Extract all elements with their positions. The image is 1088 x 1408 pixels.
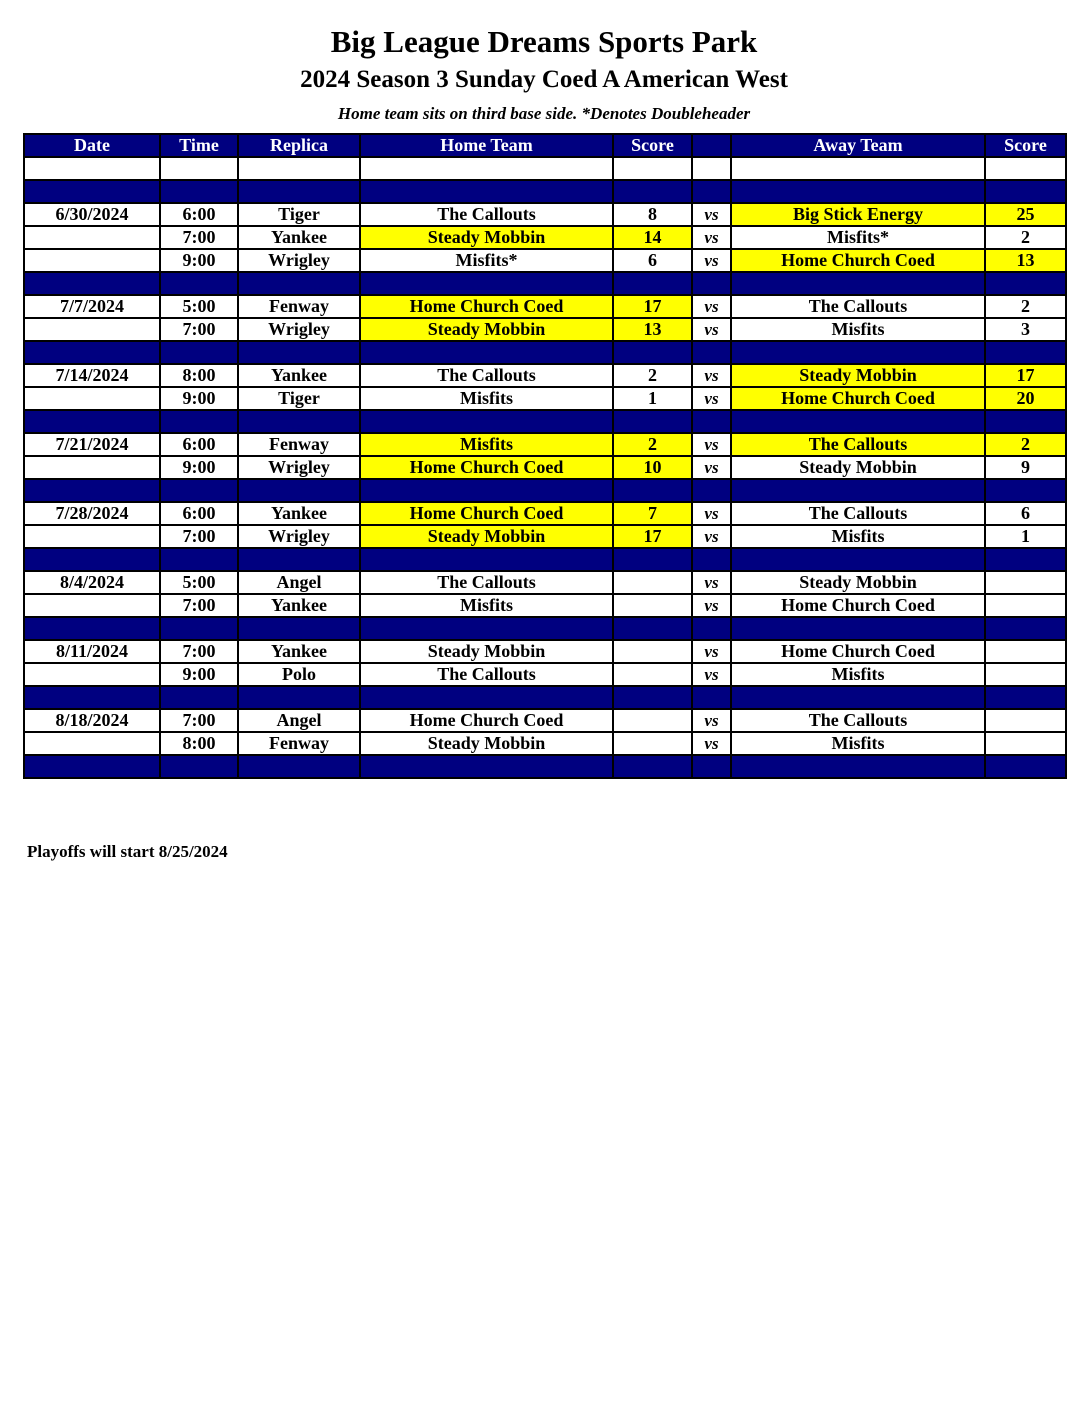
away-team-cell: Misfits [731, 663, 985, 686]
home-team-cell: The Callouts [360, 571, 613, 594]
away-score-cell: 2 [985, 433, 1066, 456]
vs-cell: vs [692, 249, 731, 272]
home-team-cell [360, 686, 613, 709]
away-team-cell: Misfits* [731, 226, 985, 249]
replica-cell: Yankee [238, 226, 360, 249]
time-cell [160, 272, 238, 295]
time-cell [160, 755, 238, 778]
table-row [24, 203, 1066, 226]
away-score-cell: 9 [985, 456, 1066, 479]
vs-cell [692, 341, 731, 364]
schedule-table [23, 133, 1067, 779]
replica-cell: Yankee [238, 594, 360, 617]
vs-cell: vs [692, 387, 731, 410]
away-score-cell: 3 [985, 318, 1066, 341]
away-score-cell [985, 732, 1066, 755]
date-cell [24, 272, 160, 295]
away-team-cell: The Callouts [731, 295, 985, 318]
away-team-cell [731, 180, 985, 203]
away-team-cell: The Callouts [731, 502, 985, 525]
home-score-cell [613, 663, 692, 686]
separator-row [24, 341, 1066, 364]
away-score-cell: 20 [985, 387, 1066, 410]
home-team-cell [360, 548, 613, 571]
home-score-cell [613, 709, 692, 732]
home-team-cell [360, 410, 613, 433]
home-score-cell: 8 [613, 203, 692, 226]
vs-cell: vs [692, 433, 731, 456]
home-score-cell: 1 [613, 387, 692, 410]
date-cell: 8/4/2024 [24, 571, 160, 594]
time-cell: 7:00 [160, 594, 238, 617]
home-score-cell: 14 [613, 226, 692, 249]
date-cell [24, 686, 160, 709]
time-cell: 9:00 [160, 663, 238, 686]
away-score-cell [985, 571, 1066, 594]
time-cell: 7:00 [160, 525, 238, 548]
away-score-cell [985, 755, 1066, 778]
header-away-score: Score [985, 134, 1066, 157]
footer-note: Playoffs will start 8/25/2024 [27, 842, 228, 861]
time-cell: 8:00 [160, 732, 238, 755]
home-score-cell [613, 548, 692, 571]
home-score-cell [613, 571, 692, 594]
home-score-cell [613, 341, 692, 364]
replica-cell [238, 157, 360, 180]
date-cell [24, 525, 160, 548]
away-score-cell [985, 663, 1066, 686]
away-score-cell [985, 617, 1066, 640]
away-team-cell: Steady Mobbin [731, 456, 985, 479]
home-score-cell: 6 [613, 249, 692, 272]
time-cell: 7:00 [160, 709, 238, 732]
date-cell: 8/11/2024 [24, 640, 160, 663]
vs-cell: vs [692, 732, 731, 755]
date-cell [24, 594, 160, 617]
replica-cell: Yankee [238, 364, 360, 387]
time-cell: 5:00 [160, 571, 238, 594]
replica-cell: Yankee [238, 640, 360, 663]
time-cell: 9:00 [160, 387, 238, 410]
time-cell: 5:00 [160, 295, 238, 318]
date-cell [24, 318, 160, 341]
table-row [24, 387, 1066, 410]
away-team-cell [731, 272, 985, 295]
vs-cell [692, 479, 731, 502]
table-row [24, 709, 1066, 732]
home-score-cell [613, 479, 692, 502]
home-score-cell [613, 617, 692, 640]
away-team-cell: Misfits [731, 525, 985, 548]
home-score-cell: 10 [613, 456, 692, 479]
date-cell: 7/14/2024 [24, 364, 160, 387]
time-cell: 9:00 [160, 249, 238, 272]
vs-cell: vs [692, 709, 731, 732]
time-cell [160, 180, 238, 203]
away-team-cell: Home Church Coed [731, 640, 985, 663]
replica-cell: Wrigley [238, 456, 360, 479]
vs-cell [692, 157, 731, 180]
vs-cell [692, 548, 731, 571]
away-score-cell: 1 [985, 525, 1066, 548]
vs-cell: vs [692, 502, 731, 525]
away-score-cell [985, 686, 1066, 709]
home-team-cell: Misfits* [360, 249, 613, 272]
away-team-cell: Home Church Coed [731, 594, 985, 617]
replica-cell [238, 272, 360, 295]
replica-cell: Tiger [238, 387, 360, 410]
date-cell [24, 157, 160, 180]
header-replica: Replica [238, 134, 360, 157]
date-cell: 7/7/2024 [24, 295, 160, 318]
home-score-cell: 17 [613, 295, 692, 318]
table-row [24, 640, 1066, 663]
date-cell: 7/28/2024 [24, 502, 160, 525]
away-score-cell: 13 [985, 249, 1066, 272]
vs-cell [692, 617, 731, 640]
table-row [24, 318, 1066, 341]
home-team-cell: Steady Mobbin [360, 318, 613, 341]
away-team-cell: Misfits [731, 318, 985, 341]
table-header-row [24, 134, 1066, 157]
replica-cell [238, 410, 360, 433]
away-score-cell [985, 709, 1066, 732]
home-team-cell [360, 755, 613, 778]
home-team-cell [360, 157, 613, 180]
away-team-cell: Home Church Coed [731, 249, 985, 272]
away-team-cell [731, 479, 985, 502]
vs-cell: vs [692, 226, 731, 249]
table-row [24, 295, 1066, 318]
home-team-cell [360, 272, 613, 295]
page-subtitle: 2024 Season 3 Sunday Coed A American West [300, 66, 788, 93]
header-vs [692, 134, 731, 157]
separator-row [24, 479, 1066, 502]
separator-row [24, 617, 1066, 640]
away-score-cell [985, 410, 1066, 433]
away-team-cell: Steady Mobbin [731, 364, 985, 387]
replica-cell [238, 686, 360, 709]
vs-cell: vs [692, 640, 731, 663]
date-cell [24, 548, 160, 571]
vs-cell: vs [692, 594, 731, 617]
vs-cell: vs [692, 571, 731, 594]
table-row [24, 525, 1066, 548]
away-score-cell: 2 [985, 226, 1066, 249]
date-cell [24, 479, 160, 502]
date-cell: 6/30/2024 [24, 203, 160, 226]
time-cell [160, 548, 238, 571]
replica-cell [238, 548, 360, 571]
home-team-cell: The Callouts [360, 203, 613, 226]
vs-cell [692, 272, 731, 295]
vs-cell [692, 180, 731, 203]
time-cell: 7:00 [160, 318, 238, 341]
vs-cell: vs [692, 203, 731, 226]
home-team-cell: The Callouts [360, 364, 613, 387]
vs-cell [692, 410, 731, 433]
table-row [24, 364, 1066, 387]
home-score-cell [613, 640, 692, 663]
away-team-cell [731, 157, 985, 180]
replica-cell: Fenway [238, 433, 360, 456]
date-cell [24, 180, 160, 203]
time-cell [160, 617, 238, 640]
away-score-cell [985, 594, 1066, 617]
away-team-cell [731, 755, 985, 778]
away-score-cell [985, 640, 1066, 663]
away-team-cell [731, 548, 985, 571]
replica-cell: Fenway [238, 732, 360, 755]
table-row [24, 594, 1066, 617]
table-row [24, 502, 1066, 525]
away-team-cell [731, 617, 985, 640]
away-score-cell [985, 180, 1066, 203]
replica-cell: Polo [238, 663, 360, 686]
home-score-cell: 13 [613, 318, 692, 341]
date-cell [24, 617, 160, 640]
separator-row [24, 755, 1066, 778]
page-title: Big League Dreams Sports Park [330, 24, 758, 59]
home-team-cell: Home Church Coed [360, 456, 613, 479]
home-score-cell: 2 [613, 433, 692, 456]
header-home-team: Home Team [360, 134, 613, 157]
vs-cell: vs [692, 525, 731, 548]
vs-cell: vs [692, 318, 731, 341]
home-team-cell: Misfits [360, 387, 613, 410]
home-team-cell: Home Church Coed [360, 502, 613, 525]
away-team-cell [731, 341, 985, 364]
away-score-cell [985, 479, 1066, 502]
vs-cell [692, 755, 731, 778]
date-cell: 7/21/2024 [24, 433, 160, 456]
time-cell: 6:00 [160, 203, 238, 226]
replica-cell: Angel [238, 709, 360, 732]
home-team-cell: Steady Mobbin [360, 525, 613, 548]
home-score-cell [613, 180, 692, 203]
time-cell: 9:00 [160, 456, 238, 479]
away-team-cell: Home Church Coed [731, 387, 985, 410]
home-score-cell: 7 [613, 502, 692, 525]
away-score-cell [985, 157, 1066, 180]
home-team-cell: Home Church Coed [360, 709, 613, 732]
vs-cell [692, 686, 731, 709]
away-score-cell [985, 548, 1066, 571]
table-row [24, 571, 1066, 594]
away-team-cell: The Callouts [731, 433, 985, 456]
date-cell [24, 341, 160, 364]
table-row [24, 249, 1066, 272]
date-cell [24, 249, 160, 272]
time-cell: 7:00 [160, 640, 238, 663]
page-note: Home team sits on third base side. *Denotes Doubleheader [337, 104, 751, 123]
home-team-cell [360, 180, 613, 203]
replica-cell [238, 341, 360, 364]
table-row [24, 456, 1066, 479]
schedule-body [24, 157, 1066, 778]
away-team-cell: Big Stick Energy [731, 203, 985, 226]
replica-cell [238, 755, 360, 778]
date-cell [24, 755, 160, 778]
header-time: Time [160, 134, 238, 157]
time-cell [160, 686, 238, 709]
home-team-cell [360, 617, 613, 640]
time-cell: 7:00 [160, 226, 238, 249]
vs-cell: vs [692, 295, 731, 318]
date-cell: 8/18/2024 [24, 709, 160, 732]
away-score-cell [985, 341, 1066, 364]
home-score-cell [613, 686, 692, 709]
away-team-cell [731, 410, 985, 433]
date-cell [24, 732, 160, 755]
replica-cell: Wrigley [238, 525, 360, 548]
separator-row [24, 686, 1066, 709]
blank-row [24, 157, 1066, 180]
date-cell [24, 387, 160, 410]
home-team-cell [360, 341, 613, 364]
replica-cell: Tiger [238, 203, 360, 226]
time-cell: 8:00 [160, 364, 238, 387]
home-score-cell: 17 [613, 525, 692, 548]
date-cell [24, 410, 160, 433]
home-team-cell: Steady Mobbin [360, 732, 613, 755]
separator-row [24, 180, 1066, 203]
replica-cell [238, 479, 360, 502]
home-team-cell: The Callouts [360, 663, 613, 686]
time-cell: 6:00 [160, 502, 238, 525]
vs-cell: vs [692, 663, 731, 686]
home-team-cell: Steady Mobbin [360, 226, 613, 249]
replica-cell: Yankee [238, 502, 360, 525]
replica-cell [238, 180, 360, 203]
away-score-cell: 2 [985, 295, 1066, 318]
home-team-cell: Misfits [360, 433, 613, 456]
away-team-cell: Misfits [731, 732, 985, 755]
separator-row [24, 410, 1066, 433]
away-score-cell: 25 [985, 203, 1066, 226]
home-score-cell [613, 755, 692, 778]
table-row [24, 433, 1066, 456]
replica-cell: Wrigley [238, 318, 360, 341]
vs-cell: vs [692, 456, 731, 479]
separator-row [24, 272, 1066, 295]
home-team-cell: Home Church Coed [360, 295, 613, 318]
away-team-cell: The Callouts [731, 709, 985, 732]
replica-cell: Wrigley [238, 249, 360, 272]
replica-cell: Angel [238, 571, 360, 594]
home-team-cell: Misfits [360, 594, 613, 617]
home-score-cell [613, 157, 692, 180]
time-cell: 6:00 [160, 433, 238, 456]
home-team-cell [360, 479, 613, 502]
home-score-cell [613, 272, 692, 295]
home-score-cell: 2 [613, 364, 692, 387]
date-cell [24, 456, 160, 479]
table-row [24, 732, 1066, 755]
vs-cell: vs [692, 364, 731, 387]
away-score-cell [985, 272, 1066, 295]
home-score-cell [613, 594, 692, 617]
time-cell [160, 410, 238, 433]
home-score-cell [613, 732, 692, 755]
away-score-cell: 6 [985, 502, 1066, 525]
away-score-cell: 17 [985, 364, 1066, 387]
separator-row [24, 548, 1066, 571]
header-away-team: Away Team [731, 134, 985, 157]
date-cell [24, 226, 160, 249]
table-row [24, 663, 1066, 686]
time-cell [160, 157, 238, 180]
away-team-cell: Steady Mobbin [731, 571, 985, 594]
replica-cell [238, 617, 360, 640]
home-score-cell [613, 410, 692, 433]
table-row [24, 226, 1066, 249]
date-cell [24, 663, 160, 686]
away-team-cell [731, 686, 985, 709]
home-team-cell: Steady Mobbin [360, 640, 613, 663]
replica-cell: Fenway [238, 295, 360, 318]
time-cell [160, 341, 238, 364]
header-home-score: Score [613, 134, 692, 157]
time-cell [160, 479, 238, 502]
header-date: Date [24, 134, 160, 157]
